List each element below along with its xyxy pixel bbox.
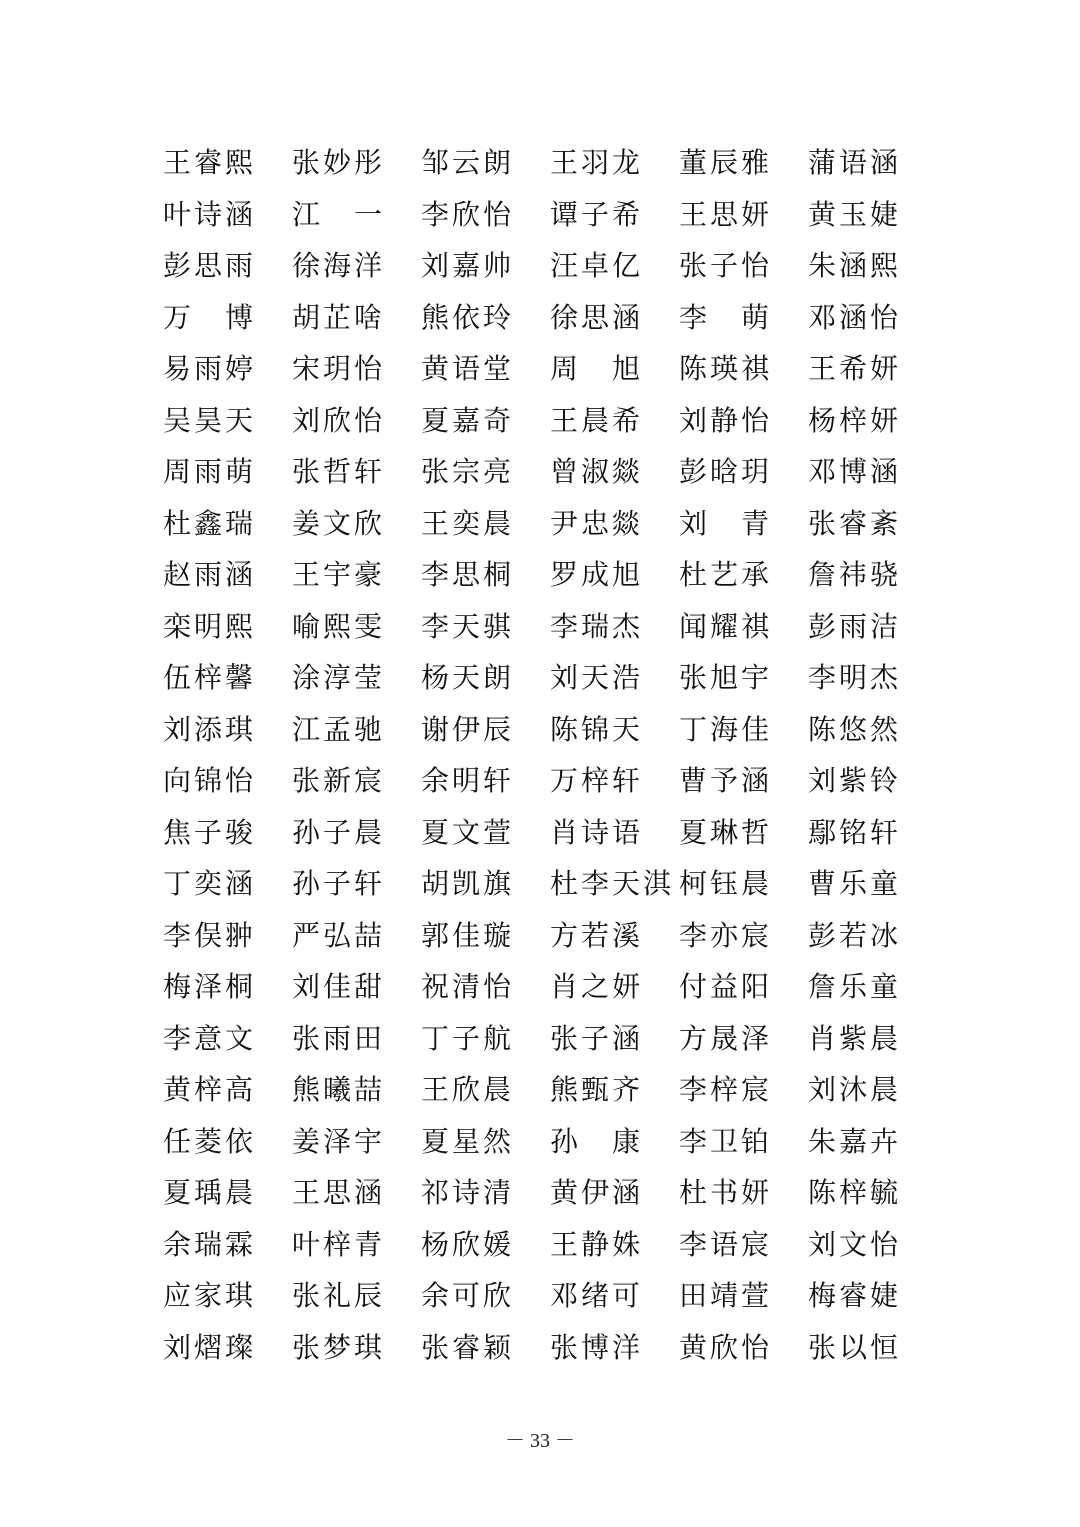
name-entry: 陈瑛祺 [679,352,773,385]
page-number: － 33 － [505,1430,575,1452]
name-entry: 张雨田 [292,1021,386,1055]
name-entry: 詹祎骁 [808,558,902,591]
name-entry: 陈锦天 [550,712,644,746]
name-entry: 黄语堂 [421,352,515,385]
name-entry: 郭佳璇 [421,918,515,952]
name-entry: 汪卓亿 [550,249,644,282]
name-entry: 徐海洋 [292,249,386,282]
name-entry: 陈梓毓 [808,1176,902,1209]
name-entry: 严弘喆 [292,918,386,952]
name-entry: 张梦琪 [292,1330,386,1364]
name-entry: 李亦宸 [679,918,773,952]
name-entry: 李瑞杰 [550,609,644,643]
name-entry: 杜艺承 [679,558,773,591]
name-entry: 夏星然 [421,1124,515,1158]
name-entry: 江 一 [292,197,386,231]
name-entry: 刘静怡 [679,403,773,437]
name-entry: 朱嘉卉 [808,1124,902,1158]
name-entry: 余明轩 [421,764,515,797]
name-entry: 杨梓妍 [808,403,902,437]
name-entry: 王宇豪 [292,558,386,591]
name-entry: 姜文欣 [292,506,386,540]
name-entry: 李语宸 [679,1227,773,1261]
name-entry: 涂淳莹 [292,661,386,694]
name-entry: 田靖萱 [679,1279,773,1312]
name-entry: 曹予涵 [679,764,773,797]
name-entry: 杨天朗 [421,661,515,694]
name-entry: 李天骐 [421,609,515,643]
name-entry: 梅泽桐 [163,970,257,1003]
name-entry: 王思妍 [679,197,773,231]
name-entry: 彭若冰 [808,918,902,952]
name-entry: 蒲语涵 [808,146,902,179]
name-entry: 丁海佳 [679,712,773,746]
name-entry: 余可欣 [421,1279,515,1312]
name-entry: 李意文 [163,1021,257,1055]
name-entry: 赵雨涵 [163,558,257,591]
name-entry: 孙子晨 [292,815,386,849]
name-entry: 曹乐童 [808,867,902,900]
name-entry: 曾淑燚 [550,455,644,488]
name-entry: 余瑞霖 [163,1227,257,1261]
name-entry: 方若溪 [550,918,644,952]
name-entry: 万 博 [163,300,257,334]
name-entry: 王睿熙 [163,146,257,179]
name-entry: 闻耀祺 [679,609,773,643]
name-entry: 王希妍 [808,352,902,385]
name-entry: 丁奕涵 [163,867,257,900]
name-entry: 熊甄齐 [550,1073,644,1106]
name-entry: 张礼辰 [292,1279,386,1312]
name-entry: 张睿紊 [808,506,902,540]
name-entry: 万梓轩 [550,764,644,797]
name-entry: 李欣怡 [421,197,515,231]
name-entry: 肖诗语 [550,815,644,849]
name-entry: 刘 青 [679,506,773,540]
name-entry: 祝清怡 [421,970,515,1003]
name-entry: 杜鑫瑞 [163,506,257,540]
name-entry: 杜书妍 [679,1176,773,1209]
name-entry: 张以恒 [808,1330,902,1364]
name-entry: 付益阳 [679,970,773,1003]
name-entry: 丁子航 [421,1021,515,1055]
name-entry: 王欣晨 [421,1073,515,1106]
name-entry: 伍梓馨 [163,661,257,694]
name-entry: 刘文怡 [808,1227,902,1261]
name-entry: 吴昊天 [163,403,257,437]
name-entry: 易雨婷 [163,352,257,385]
name-entry: 詹乐童 [808,970,902,1003]
name-entry: 孙子轩 [292,867,386,900]
name-entry: 张妙彤 [292,146,386,179]
name-entry: 张子怡 [679,249,773,282]
name-entry: 杨欣媛 [421,1227,515,1261]
name-entry: 孙 康 [550,1124,644,1158]
name-entry: 肖之妍 [550,970,644,1003]
name-entry: 谭子希 [550,197,644,231]
name-entry: 刘欣怡 [292,403,386,437]
name-entry: 宋玥怡 [292,352,386,385]
name-entry: 黄欣怡 [679,1330,773,1364]
name-entry: 张博洋 [550,1330,644,1364]
name-entry: 鄢铭轩 [808,815,902,849]
name-entry: 叶梓青 [292,1227,386,1261]
name-entry: 叶诗涵 [163,197,257,231]
name-entry: 徐思涵 [550,300,644,334]
name-entry: 周 旭 [550,352,644,385]
name-entry: 朱涵熙 [808,249,902,282]
name-entry: 张新宸 [292,764,386,797]
name-entry: 张旭宇 [679,661,773,694]
name-entry: 罗成旭 [550,558,644,591]
name-list [163,137,923,1373]
name-entry: 李明杰 [808,661,902,694]
name-entry: 肖紫晨 [808,1021,902,1055]
name-entry: 刘佳甜 [292,970,386,1003]
name-entry: 陈悠然 [808,712,902,746]
name-entry: 姜泽宇 [292,1124,386,1158]
name-entry: 谢伊辰 [421,712,515,746]
name-entry: 董辰雅 [679,146,773,179]
name-entry: 焦子骏 [163,815,257,849]
name-entry: 刘嘉帅 [421,249,515,282]
name-entry: 邓涵怡 [808,300,902,334]
name-entry: 张宗亮 [421,455,515,488]
name-entry: 邓绪可 [550,1279,644,1312]
name-entry: 黄梓高 [163,1073,257,1106]
name-entry: 王静姝 [550,1227,644,1261]
name-entry: 江孟驰 [292,712,386,746]
name-entry: 喻熙雯 [292,609,386,643]
name-entry: 黄玉婕 [808,197,902,231]
name-entry: 彭思雨 [163,249,257,282]
name-entry: 刘熠璨 [163,1330,257,1364]
name-entry: 张子涵 [550,1021,644,1055]
name-entry: 刘紫铃 [808,764,902,797]
name-entry: 周雨萌 [163,455,257,488]
name-entry: 熊曦喆 [292,1073,386,1106]
name-entry: 彭雨洁 [808,609,902,643]
name-entry: 王羽龙 [550,146,644,179]
name-entry: 彭晗玥 [679,455,773,488]
name-entry: 夏嘉奇 [421,403,515,437]
name-entry: 王晨希 [550,403,644,437]
name-entry: 夏琳哲 [679,815,773,849]
name-entry: 夏瑀晨 [163,1176,257,1209]
name-entry: 胡芷啥 [292,300,386,334]
name-entry: 栾明熙 [163,609,257,643]
name-entry: 李 萌 [679,300,773,334]
name-entry: 应家琪 [163,1279,257,1312]
name-entry: 邹云朗 [421,146,515,179]
name-entry: 李俣翀 [163,918,257,952]
name-entry: 邓博涵 [808,455,902,488]
name-entry: 向锦怡 [163,764,257,797]
name-entry: 尹忠燚 [550,506,644,540]
name-entry: 李思桐 [421,558,515,591]
name-entry: 王思涵 [292,1176,386,1209]
name-entry: 熊依玲 [421,300,515,334]
name-entry: 李梓宸 [679,1073,773,1106]
name-entry: 刘添琪 [163,712,257,746]
name-entry: 梅睿婕 [808,1279,902,1312]
name-entry: 杜李天淇 [550,867,675,900]
name-entry: 李卫铂 [679,1124,773,1158]
name-entry: 刘天浩 [550,661,644,694]
name-entry: 夏文萱 [421,815,515,849]
name-entry: 张哲轩 [292,455,386,488]
name-entry: 方晟泽 [679,1021,773,1055]
name-entry: 王奕晨 [421,506,515,540]
name-entry: 黄伊涵 [550,1176,644,1209]
name-entry: 任菱依 [163,1124,257,1158]
name-entry: 祁诗清 [421,1176,515,1209]
name-entry: 柯钰晨 [679,867,773,900]
name-entry: 胡凯旗 [421,867,515,900]
name-entry: 张睿颖 [421,1330,515,1364]
name-entry: 刘沐晨 [808,1073,902,1106]
